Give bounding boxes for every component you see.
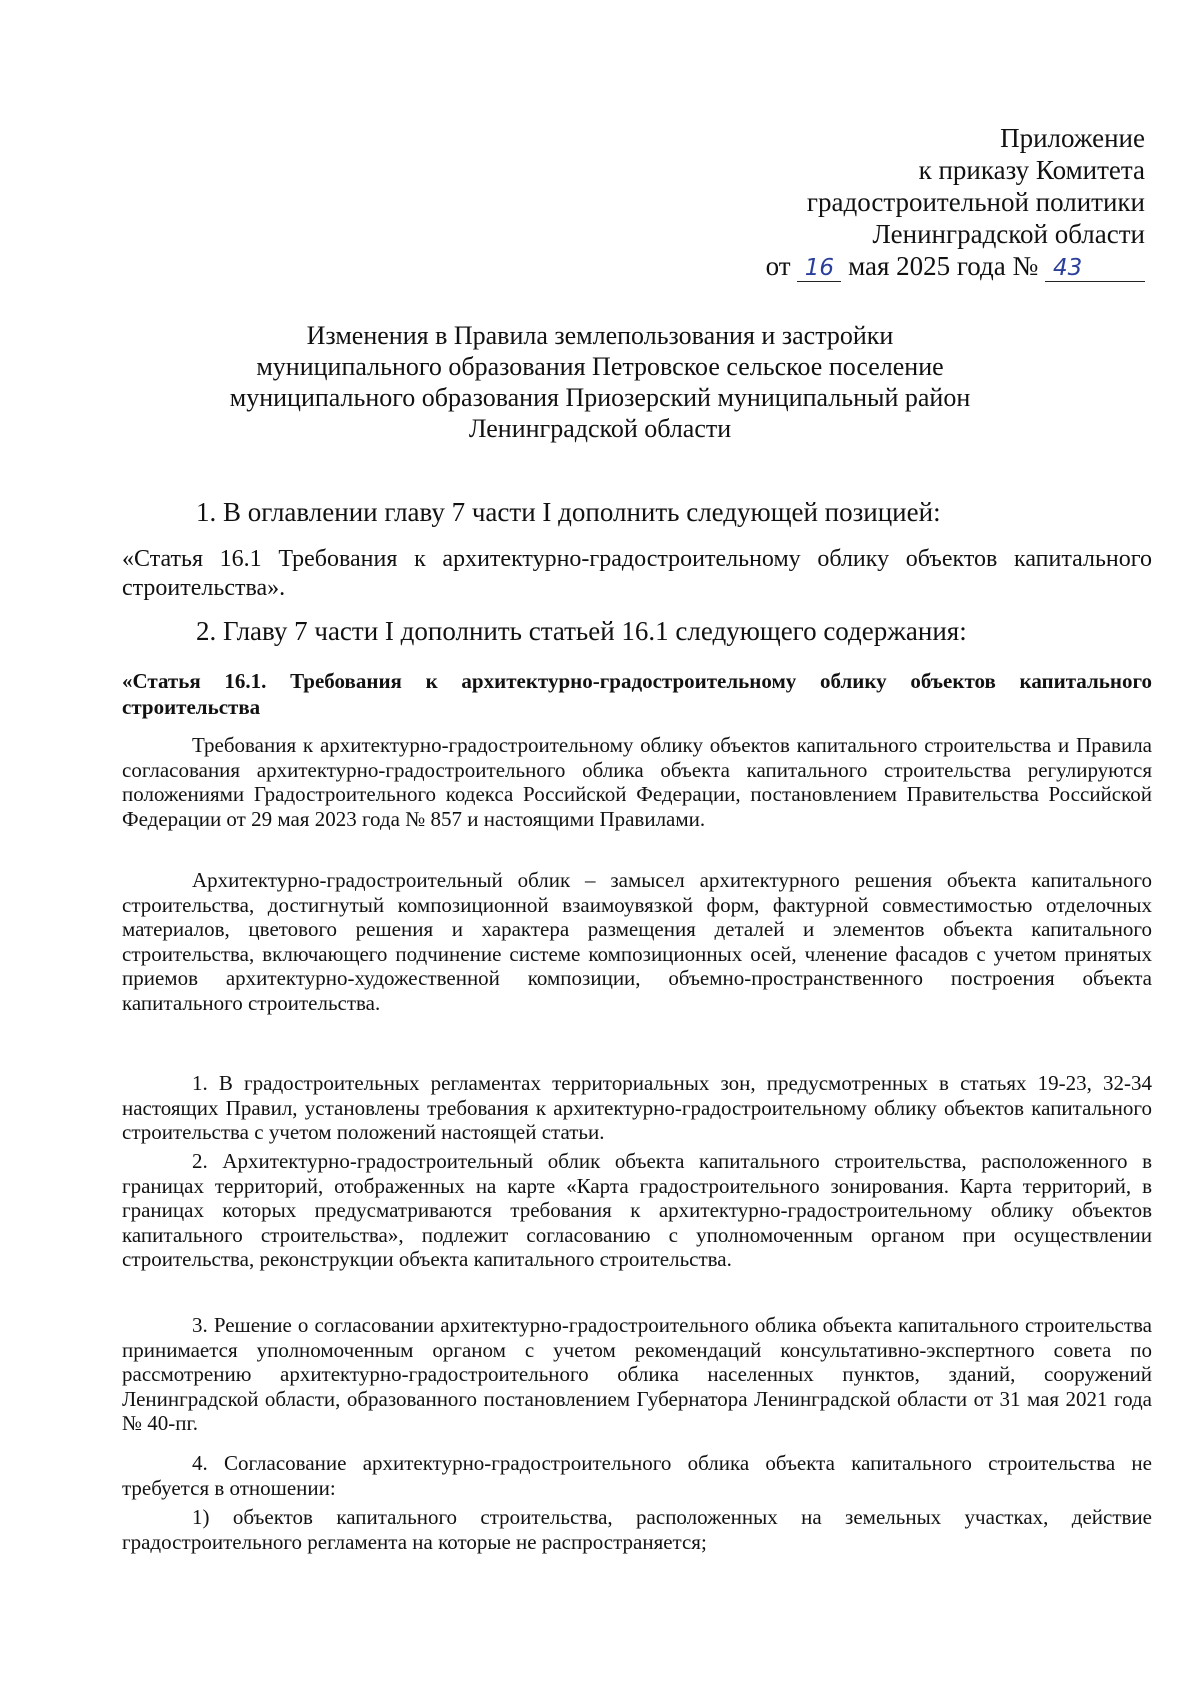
annex-date-line — [766, 250, 1145, 282]
title-line-4: Ленинградской области — [468, 414, 732, 443]
title-line-1: Изменения в Правила землепользования и застройки — [306, 321, 894, 350]
annex-header — [766, 122, 1145, 282]
article-paragraph-3: 1. В градостроительных регламентах территориальных зон, предусмотренных в статьях 19-23, 32-34 настоящих Правил, установлены требования к архитектурно-градостроительному облику объектов капитального строительства с учетом положений настоящей статьи. — [122, 1071, 1152, 1145]
article-paragraph-5: 3. Решение о согласовании архитектурно-градостроительного облика объекта капитального строительства принимается уполномоченным органом с учетом рекомендаций консультативно-экспертного совета по рассмотрению архитектурно-градостроительного облика населенных пунктов, зданий, сооружений Ленинградской области, образованного постановлением Губернатора Ленинградской области от 31 мая 2021 года № 40-пг. — [122, 1313, 1152, 1436]
handwritten-order-number: 43 — [1045, 255, 1145, 282]
annex-line-4: Ленинградской области — [872, 219, 1145, 249]
item-1-text: «Статья 16.1 Требования к архитектурно-градостроительному облику объектов капитального строительства». — [122, 546, 1152, 601]
annex-line-1: Приложение — [1000, 123, 1145, 153]
title-line-2: муниципального образования Петровское сельское поселение — [256, 352, 944, 381]
handwritten-day: 16 — [797, 255, 841, 282]
article-paragraph-4: 2. Архитектурно-градостроительный облик объекта капитального строительства, расположенного в границах территорий, отображенных на карте «Карта градостроительного зонирования. Карта территорий, в границах которых предусматриваются требования к архитектурно-градостроительному облику объектов капитального строительства», подлежит согласованию с уполномоченным органом при осуществлении строительства, реконструкции объекта капитального строительства. — [122, 1149, 1152, 1272]
article-paragraph-7: 1) объектов капитального строительства, расположенных на земельных участках, действие градостроительного регламента на которые не распространяется; — [122, 1505, 1152, 1554]
date-prefix: от — [765, 251, 791, 281]
article-paragraph-2: Архитектурно-градостроительный облик – замысел архитектурного решения объекта капитального строительства, достигнутый композиционной взаимоувязкой форм, фактурной совместимостью отделочных материалов, цветового решения и характера размещения деталей и элементов объекта капитального строительства, включающего подчинение системе композиционных осей, членение фасадов с учетом принятых приемов архитектурно-художественной композиции, объемно-пространственного построения объекта капитального строительства. — [122, 868, 1152, 1015]
title-line-3: муниципального образования Приозерский муниципальный район — [229, 383, 971, 412]
item-1-heading: 1. В оглавлении главу 7 части I дополнить следующей позицией: — [196, 497, 941, 527]
item-2-heading: 2. Главу 7 части I дополнить статьей 16.1 следующего содержания: — [196, 616, 967, 646]
date-middle: мая 2025 года № — [848, 251, 1039, 281]
article-paragraph-1: Требования к архитектурно-градостроительному облику объектов капитального строительства и Правила согласования архитектурно-градостроительного облика объекта капитального строительства регулируются положениями Градостроительного кодекса Российской Федерации, постановлением Правительства Российской Федерации от 29 мая 2023 года № 857 и настоящими Правилами. — [122, 733, 1152, 831]
article-heading: «Статья 16.1. Требования к архитектурно-градостроительному облику объектов капитального строительства — [122, 669, 1152, 719]
article-paragraph-6: 4. Согласование архитектурно-градостроительного облика объекта капитального строительства не требуется в отношении: — [122, 1451, 1152, 1500]
annex-line-3: градостроительной политики — [806, 187, 1145, 217]
document-title — [150, 320, 1050, 444]
annex-line-2: к приказу Комитета — [918, 155, 1145, 185]
